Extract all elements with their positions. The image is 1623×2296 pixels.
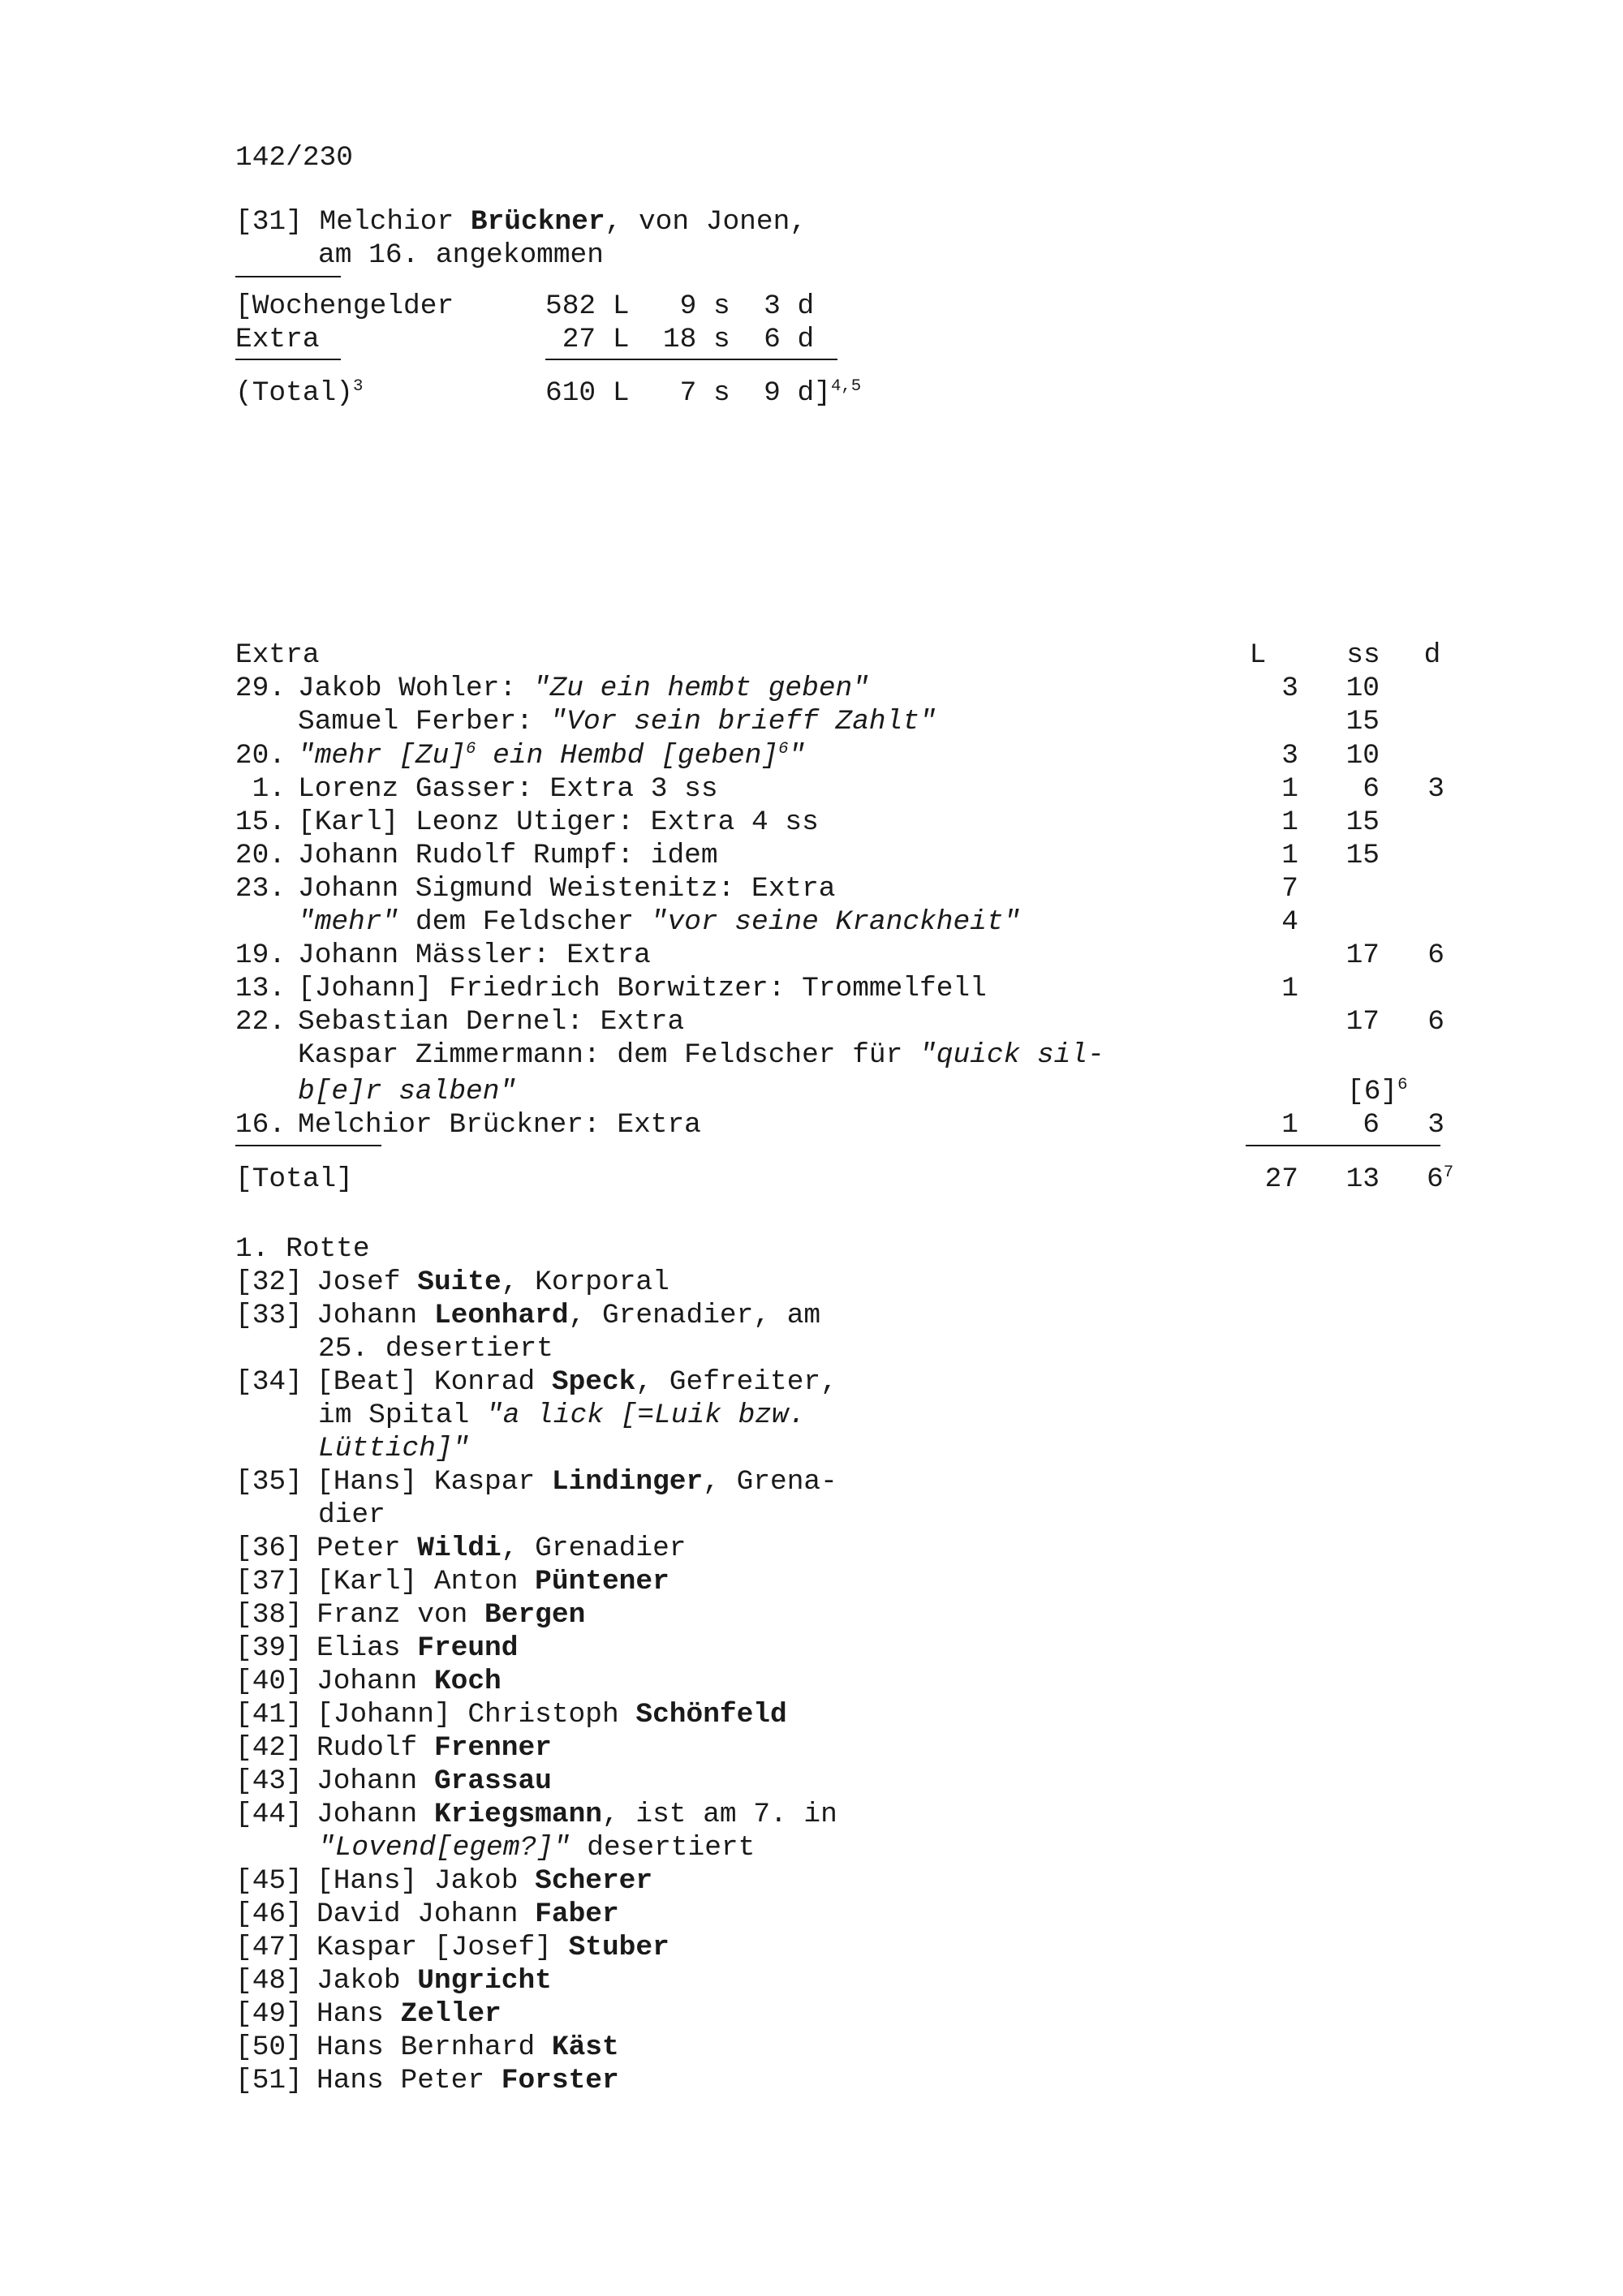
roster-entry-continuation xyxy=(318,1402,805,1430)
roster-entry xyxy=(316,2067,619,2096)
given-name: Johann xyxy=(316,1666,434,1697)
amount-L: 4 xyxy=(1281,906,1298,938)
surname: Grassau xyxy=(433,1765,552,1797)
given-name: Hans Bernhard xyxy=(316,2032,552,2063)
given-name: [Hans] Kaspar xyxy=(316,1466,552,1498)
roster-entry xyxy=(316,2034,619,2062)
roster-entry xyxy=(316,1568,669,1597)
entry-31 xyxy=(235,206,807,238)
roster-entry-number: [36] xyxy=(235,1533,303,1564)
roster-entry-number: [42] xyxy=(235,1732,303,1764)
row-number: 29. xyxy=(235,673,286,704)
entry-note: , Gefreiter, xyxy=(635,1366,837,1398)
given-name: [Hans] Jakob xyxy=(316,1865,536,1897)
roster-entry-number: [32] xyxy=(235,1266,303,1298)
extra-total-label: [Total] xyxy=(235,1163,353,1195)
amount-d: 3 xyxy=(1427,773,1444,805)
surname: Wildi xyxy=(417,1533,502,1564)
extra-row: Sebastian Dernel: Extra xyxy=(298,1006,685,1038)
given-name: Josef xyxy=(316,1266,418,1298)
quoted-text: "a lick [=Luik bzw. xyxy=(486,1400,806,1431)
given-name: Jakob xyxy=(316,1965,418,1997)
summary-total-label: (Total)$^3$ xyxy=(235,376,364,409)
roster-entry-number: [49] xyxy=(235,1998,303,2030)
summary-label-extra: Extra xyxy=(235,324,320,355)
surname: Koch xyxy=(433,1666,502,1697)
surname: Kriegsmann xyxy=(433,1799,602,1830)
given-name: Kaspar [Josef] xyxy=(316,1932,569,1963)
given-name: Hans Peter xyxy=(316,2065,502,2096)
footnote-ref: 4,5 xyxy=(830,376,862,396)
roster-entry-continuation: Lüttich]" xyxy=(318,1433,470,1464)
roster-entry xyxy=(316,1998,502,2030)
roster-entry xyxy=(316,1732,552,1764)
roster-entry xyxy=(316,1668,502,1696)
amount-ss: 10 xyxy=(1345,673,1380,704)
footnote-ref: 7 xyxy=(1443,1163,1454,1182)
surname: Püntener xyxy=(535,1566,669,1597)
given-name: Johann xyxy=(316,1799,434,1830)
roster-entry-number: [51] xyxy=(235,2065,303,2096)
roster-entry-number: [33] xyxy=(235,1300,303,1331)
amount-L: 1 xyxy=(1281,806,1298,838)
amount-L: 1 xyxy=(1281,840,1298,871)
surname: Brückner xyxy=(470,206,605,238)
entry-note: im Spital xyxy=(318,1400,487,1431)
entry-note: , Grenadier xyxy=(501,1533,687,1564)
roster-entry xyxy=(316,1934,669,1963)
surname: Leonhard xyxy=(433,1300,569,1331)
surname: Speck xyxy=(551,1366,636,1398)
extra-row: Lorenz Gasser: Extra 3 ss xyxy=(298,773,718,805)
given-name: Rudolf xyxy=(316,1732,434,1764)
surname: Ungricht xyxy=(417,1965,552,1997)
divider xyxy=(235,276,341,277)
roster-entry xyxy=(316,1599,586,1631)
row-number: 20. xyxy=(235,840,286,871)
surname: Schönfeld xyxy=(635,1699,787,1731)
row-number: 1. xyxy=(252,773,286,805)
extra-row: "mehr" dem Feldscher "vor seine Kranckheit" xyxy=(298,906,1021,938)
given-name: Johann xyxy=(316,1765,434,1797)
total-ss: 13 xyxy=(1345,1163,1380,1195)
summary-amount-weekly: 582 L 9 s 3 d xyxy=(545,290,815,322)
given-name: Hans xyxy=(316,1998,401,2030)
given-name: Franz von xyxy=(316,1599,485,1631)
amount-ss: 17 xyxy=(1345,939,1380,971)
amount-L: 3 xyxy=(1281,740,1298,772)
given-name: [Johann] Christoph xyxy=(316,1699,636,1731)
given-name: Johann xyxy=(316,1300,434,1331)
roster-entry-number: [43] xyxy=(235,1765,303,1797)
surname: Suite xyxy=(417,1266,502,1298)
roster-entry-continuation xyxy=(318,1834,755,1863)
summary-total-amount: 610 L 7 s 9 d]$^{4,5}$ xyxy=(545,376,862,409)
amount-L: 3 xyxy=(1281,673,1298,704)
entry-note: desertiert xyxy=(570,1832,756,1864)
row-number: 22. xyxy=(235,1006,286,1038)
total-d: $6^7$ xyxy=(1427,1163,1454,1195)
roster-entry xyxy=(316,1535,687,1563)
extra-row: Melchior Brückner: Extra xyxy=(298,1109,701,1141)
divider xyxy=(235,1145,381,1146)
extra-row: Samuel Ferber: "Vor sein brieff Zahlt" xyxy=(298,706,936,737)
amount-d: 3 xyxy=(1427,1109,1444,1141)
surname: Freund xyxy=(417,1632,519,1664)
amount-ss: 15 xyxy=(1345,806,1380,838)
roster-entry xyxy=(316,1302,820,1331)
footnote-ref: 6 xyxy=(1397,1075,1408,1094)
roster-entry-number: [47] xyxy=(235,1932,303,1963)
section-heading: 1. Rotte xyxy=(235,1233,370,1265)
divider xyxy=(1246,1145,1440,1146)
entry-note: , Grenadier, am xyxy=(568,1300,821,1331)
roster-entry xyxy=(316,1967,552,1996)
extra-row: [Karl] Leonz Utiger: Extra 4 ss xyxy=(298,806,819,838)
surname: Zeller xyxy=(400,1998,502,2030)
roster-entry-continuation: 25. desertiert xyxy=(318,1333,553,1365)
roster-entry-number: [39] xyxy=(235,1632,303,1664)
extra-row: Kaspar Zimmermann: dem Feldscher für "quick sil- xyxy=(298,1039,1104,1071)
extra-heading: Extra xyxy=(235,639,320,671)
amount-d: 6 xyxy=(1427,939,1444,971)
given-name: David Johann xyxy=(316,1898,536,1930)
roster-entry-number: [35] xyxy=(235,1466,303,1498)
roster-entry-number: [41] xyxy=(235,1699,303,1731)
amount-ss: 17 xyxy=(1345,1006,1380,1038)
surname: Forster xyxy=(501,2065,619,2096)
entry-rest: , von Jonen, xyxy=(605,206,807,238)
roster-entry-number: [34] xyxy=(235,1366,303,1398)
column-header-ss: ss xyxy=(1346,639,1380,671)
given-name: [Karl] Anton xyxy=(316,1566,536,1597)
amount-ss: 10 xyxy=(1345,740,1380,772)
surname: Faber xyxy=(535,1898,619,1930)
quoted-text: "Lovend[egem?]" xyxy=(318,1832,570,1864)
roster-entry xyxy=(316,1701,787,1730)
summary-amount-extra: 27 L 18 s 6 d xyxy=(545,324,815,355)
extra-row: b[e]r salben" xyxy=(298,1076,517,1107)
extra-row: Johann Mässler: Extra xyxy=(298,939,651,971)
amount-L: 7 xyxy=(1281,873,1298,905)
entry-31-line2: am 16. angekommen xyxy=(318,239,604,271)
row-number: 13. xyxy=(235,973,286,1004)
entry-note: , Korporal xyxy=(501,1266,669,1298)
total-L: 27 xyxy=(1264,1163,1298,1195)
row-number: 15. xyxy=(235,806,286,838)
row-number: 19. xyxy=(235,939,286,971)
summary-label-weekly: [Wochengelder xyxy=(235,290,454,322)
row-number: 20. xyxy=(235,740,286,772)
amount-ss: 6 xyxy=(1363,773,1380,805)
entry-note: , Grena- xyxy=(703,1466,837,1498)
roster-entry xyxy=(316,1366,837,1398)
extra-row: Johann Rudolf Rumpf: idem xyxy=(298,840,718,871)
entry-number: [31] xyxy=(235,206,303,238)
column-header-d: d xyxy=(1423,639,1441,671)
entry-note: , ist am 7. in xyxy=(601,1799,837,1830)
roster-entry-number: [45] xyxy=(235,1865,303,1897)
roster-entry xyxy=(316,1468,837,1497)
amount-ss: 6 xyxy=(1363,1109,1380,1141)
page-number: 142/230 xyxy=(235,142,353,174)
divider xyxy=(545,359,837,360)
amount-L: 1 xyxy=(1281,773,1298,805)
roster-entry xyxy=(316,1266,669,1298)
roster-entry-number: [40] xyxy=(235,1666,303,1697)
surname: Lindinger xyxy=(551,1466,704,1498)
footnote-ref: 3 xyxy=(352,376,364,396)
amount-d: 6 xyxy=(1427,1006,1444,1038)
surname: Käst xyxy=(551,2032,619,2063)
roster-entry-number: [38] xyxy=(235,1599,303,1631)
given-name: Peter xyxy=(316,1533,418,1564)
surname: Stuber xyxy=(568,1932,669,1963)
footnote-ref: 6 xyxy=(778,739,789,759)
column-header-L: L xyxy=(1249,639,1267,671)
extra-row: Johann Sigmund Weistenitz: Extra xyxy=(298,873,836,905)
roster-entry-number: [48] xyxy=(235,1965,303,1997)
amount-L: 1 xyxy=(1281,973,1298,1004)
roster-entry xyxy=(316,1632,519,1664)
surname: Frenner xyxy=(433,1732,552,1764)
extra-row: [Johann] Friedrich Borwitzer: Trommelfell xyxy=(298,973,987,1004)
amount-ss: 15 xyxy=(1345,840,1380,871)
roster-entry xyxy=(316,1865,653,1897)
roster-entry-number: [44] xyxy=(235,1799,303,1830)
extra-row: "mehr $[Zu]^6$ ein Hembd [geben]$^6$" xyxy=(298,739,806,772)
amount-ss: 15 xyxy=(1345,706,1380,737)
divider xyxy=(235,359,341,360)
roster-entry xyxy=(316,1765,552,1797)
given-name: Elias xyxy=(316,1632,418,1664)
surname: Bergen xyxy=(484,1599,586,1631)
amount-L: 1 xyxy=(1281,1109,1298,1141)
roster-entry-continuation: dier xyxy=(318,1499,385,1531)
extra-row: Jakob Wohler: "Zu ein hembt geben" xyxy=(298,673,869,704)
row-number: 23. xyxy=(235,873,286,905)
roster-entry xyxy=(316,1898,619,1930)
row-number: 16. xyxy=(235,1109,286,1141)
amount-ss: $[6]^6$ xyxy=(1347,1075,1408,1107)
surname: Scherer xyxy=(535,1865,653,1897)
roster-entry xyxy=(316,1801,837,1829)
roster-entry-number: [46] xyxy=(235,1898,303,1930)
first-name: Melchior xyxy=(319,206,471,238)
given-name: [Beat] Konrad xyxy=(316,1366,552,1398)
footnote-ref: 6 xyxy=(466,739,476,759)
roster-entry-number: [50] xyxy=(235,2032,303,2063)
roster-entry-number: [37] xyxy=(235,1566,303,1597)
